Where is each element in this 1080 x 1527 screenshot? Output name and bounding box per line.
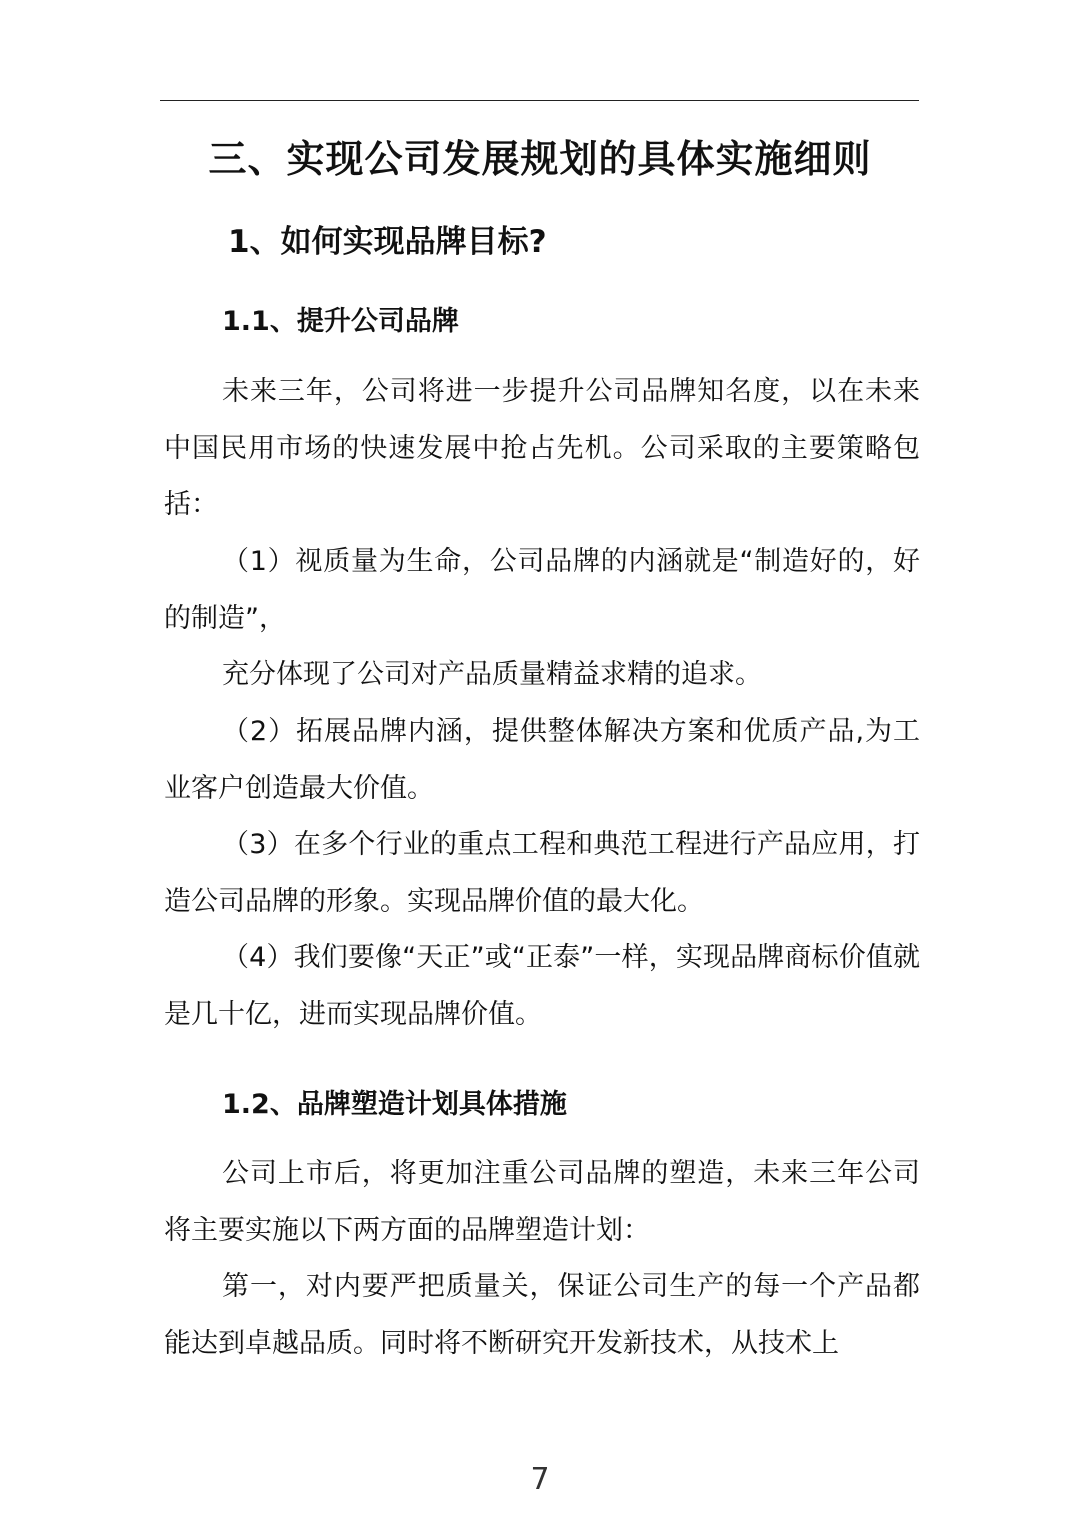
paragraph: （2）拓展品牌内涵，提供整体解决方案和优质产品,为工业客户创造最大价值。 xyxy=(164,716,920,804)
paragraph: （4）我们要像“天正”或“正泰”一样，实现品牌商标价值就是几十亿，进而实现品牌价值。 xyxy=(164,942,920,1030)
paragraph: 充分体现了公司对产品质量精益求精的追求。 xyxy=(222,659,762,690)
subsection-title-1-1: 1.1、提升公司品牌 xyxy=(222,306,459,337)
paragraph: 公司上市后，将更加注重公司品牌的塑造，未来三年公司将主要实施以下两方面的品牌塑造计划： xyxy=(164,1158,920,1246)
chapter-title: 三、实现公司发展规划的具体实施细则 xyxy=(208,137,872,181)
paragraph: （3）在多个行业的重点工程和典范工程进行产品应用，打造公司品牌的形象。实现品牌价值的最大化。 xyxy=(164,829,920,917)
paragraph: 未来三年，公司将进一步提升公司品牌知名度，以在未来中国民用市场的快速发展中抢占先机。公司采取的主要策略包括： xyxy=(164,376,920,520)
paragraph: （1）视质量为生命，公司品牌的内涵就是“制造好的，好的制造”， xyxy=(164,546,920,634)
section-title: 1、如何实现品牌目标? xyxy=(228,224,547,260)
paragraph: 第一，对内要严把质量关，保证公司生产的每一个产品都能达到卓越品质。同时将不断研究开发新技术，从技术上 xyxy=(164,1271,920,1359)
subsection-title-1-2: 1.2、品牌塑造计划具体措施 xyxy=(222,1089,567,1120)
page-number: 7 xyxy=(530,1462,550,1497)
header-rule xyxy=(160,100,919,101)
